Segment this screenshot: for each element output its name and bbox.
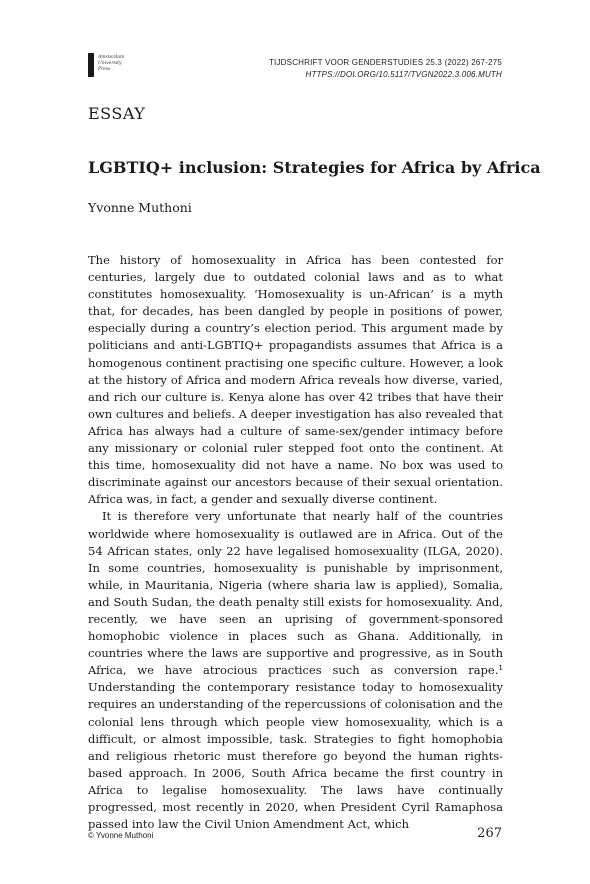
journal-citation: TIJDSCHRIFT VOOR GENDERSTUDIES 25.3 (2022) 267-275 [268, 58, 502, 67]
publisher-logo-line: Amsterdam [98, 55, 125, 60]
article-body [88, 252, 503, 833]
copyright-notice: © Yvonne Muthoni [88, 831, 154, 840]
publisher-logo-text [98, 53, 124, 73]
article-title: LGBTIQ+ inclusion: Strategies for Africa by Africa [88, 158, 541, 177]
publisher-logo-line: University [98, 61, 122, 66]
doi-link[interactable]: HTTPS://DOI.ORG/10.5117/TVGN2022.3.006.MUTH [305, 70, 502, 79]
section-label: ESSAY [88, 104, 146, 123]
journal-header [269, 57, 502, 81]
author-name: Yvonne Muthoni [88, 200, 192, 215]
paragraph: The history of homosexuality in Africa has been contested for centuries, largely due to outdated colonial laws and as to what constitutes homosexuality. ‘Homosexuality is un-African’ is a myth that, for decades, has been dangled by people in positions of power, especially during a country’s election period. This argument made by politicians and anti-LGBTIQ+ propagandists assumes that Africa is a homogenous continent practising one specific culture. However, a look at the history of Africa and modern Africa reveals how diverse, varied, and rich our culture is. Kenya alone has over 42 tribes that have their own cultures and beliefs. A deeper investigation has also revealed that Africa has always had a culture of same-sex/gender intimacy before any missionary or colonial ruler stepped foot onto the continent. At this time, homosexuality did not have a name. No box was used to discriminate against our ancestors because of their sexual orientation. Africa was, in fact, a gender and sexually diverse continent. [88, 253, 503, 507]
paragraph: It is therefore very unfortunate that nearly half of the countries worldwide where homosexuality is outlawed are in Africa. Out of the 54 African states, only 22 have legalised homosexuality (ILGA, 2020). In some countries, homosexuality is punishable by imprisonment, while, in Mauritania, Nigeria (where sharia law is applied), Somalia, and South Sudan, the death penalty still exists for homosexuality. And, recently, we have seen an uprising of government-sponsored homophobic violence in places such as Ghana. Additionally, in countries where the laws are supportive and progressive, as in South Africa, we have atrocious practices such as conversion rape.¹ Understanding the contemporary resistance today to homosexuality requires an understanding of the repercussions of colonisation and the colonial lens through which people view homosexuality, which is a difficult, or almost impossible, task. Strategies to fight homophobia and religious rhetoric must therefore go beyond the human rights-based approach. In 2006, South Africa became the first country in Africa to legalise homosexuality. The laws have continually progressed, most recently in 2020, when President Cyril Ramaphosa passed into law the Civil Union Amendment Act, which [88, 509, 503, 832]
page-number: 267 [477, 826, 502, 841]
publisher-logo-line: Press [98, 67, 111, 72]
publisher-logo-mark [88, 53, 94, 77]
publisher-logo [88, 53, 124, 77]
